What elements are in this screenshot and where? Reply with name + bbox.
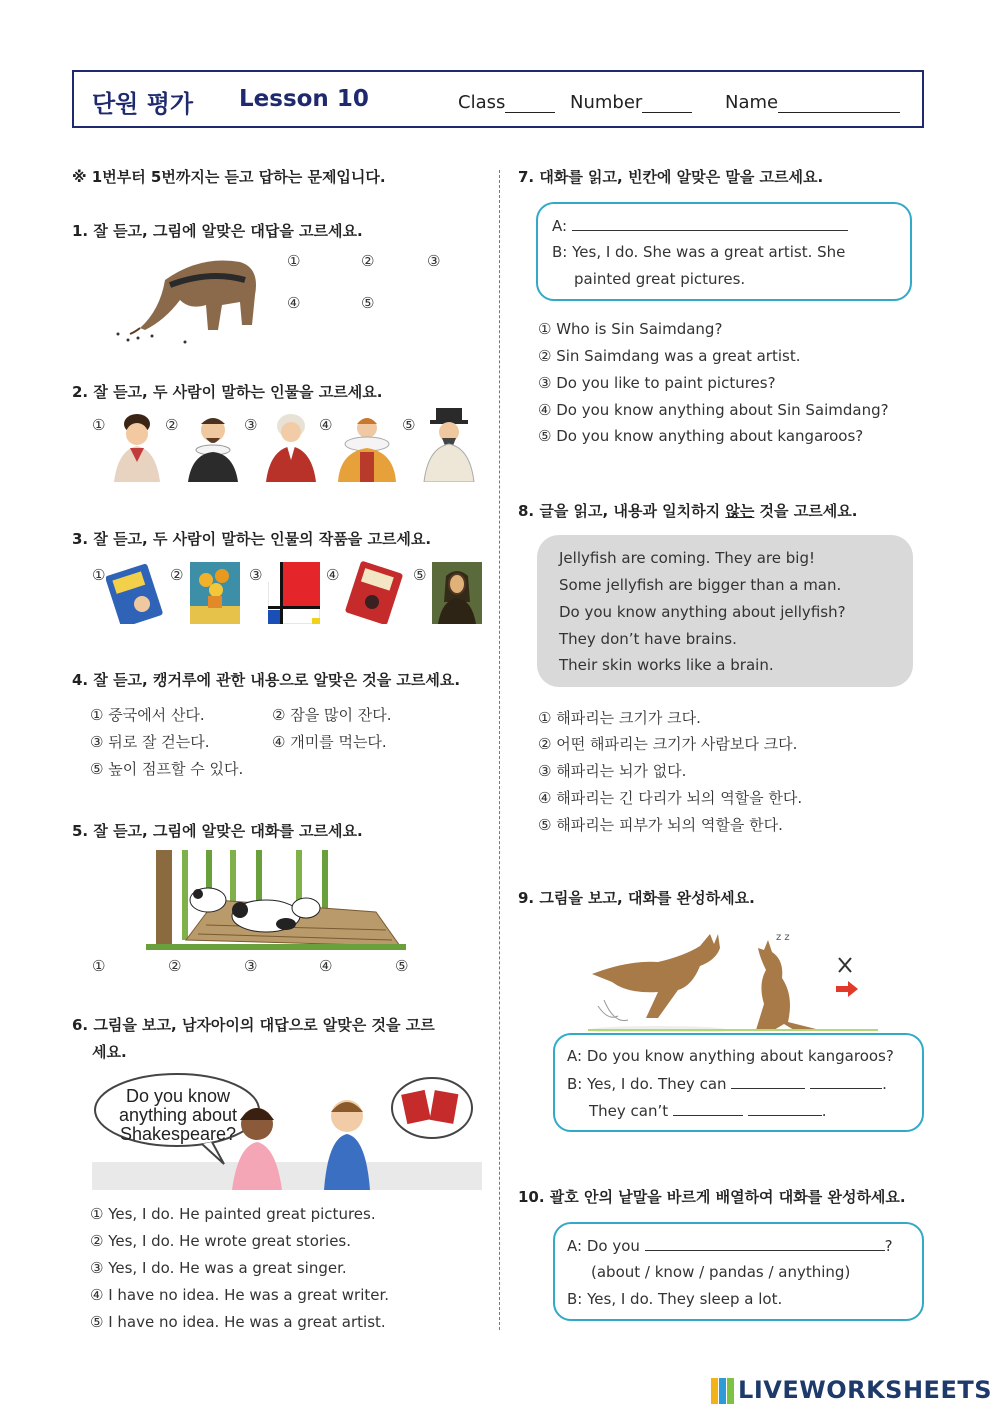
q8-option-5[interactable]: ⑤ 해파리는 피부가 뇌의 역할을 한다. bbox=[538, 816, 783, 834]
mona-lisa-painting bbox=[432, 562, 482, 624]
q3-option-5[interactable]: ⑤ bbox=[413, 566, 427, 584]
q6-option-4[interactable]: ④ I have no idea. He was a great writer. bbox=[90, 1286, 390, 1304]
q7-dialog-box bbox=[536, 202, 912, 301]
mondrian-painting bbox=[268, 562, 320, 624]
anteater-picture bbox=[110, 250, 260, 345]
q9-cant-blank-1[interactable] bbox=[673, 1101, 743, 1116]
q1-option-2[interactable]: ② bbox=[361, 252, 375, 270]
kangaroos-picture bbox=[588, 926, 878, 1032]
bubble-line-3: Shakespeare? bbox=[119, 1124, 237, 1144]
q8-option-2[interactable]: ② 어떤 해파리는 크기가 사람보다 크다. bbox=[538, 735, 798, 753]
q4-option-3[interactable]: ③ 뒤로 잘 걷는다. bbox=[90, 733, 210, 751]
q1-option-1[interactable]: ① bbox=[287, 252, 301, 270]
bubble-line-1: Do you know bbox=[125, 1086, 231, 1106]
q3-option-1[interactable]: ① bbox=[92, 566, 106, 584]
q8-underlined-word: 않는 bbox=[725, 502, 755, 520]
q10-dialog-box bbox=[553, 1222, 924, 1321]
q3-option-3[interactable]: ③ bbox=[249, 566, 263, 584]
q5-option-5[interactable]: ⑤ bbox=[395, 957, 409, 975]
q7-answer-blank[interactable] bbox=[572, 216, 848, 231]
q7-option-3[interactable]: ③ Do you like to paint pictures? bbox=[538, 374, 776, 392]
q5-option-2[interactable]: ② bbox=[168, 957, 182, 975]
korean-scholar-portrait bbox=[418, 404, 480, 482]
q1-text: 1. 잘 듣고, 그림에 알맞은 대답을 고르세요. bbox=[72, 222, 363, 240]
q1-option-3[interactable]: ③ bbox=[427, 252, 441, 270]
q5-text: 5. 잘 듣고, 그림에 알맞은 대화를 고르세요. bbox=[72, 822, 363, 840]
book-with-boy-picture bbox=[106, 562, 168, 624]
q3-text: 3. 잘 듣고, 두 사람이 말하는 인물의 작품을 고르세요. bbox=[72, 530, 432, 548]
q2-option-4[interactable]: ④ bbox=[319, 416, 333, 434]
q10-dialog-a: A: Do you ? bbox=[567, 1237, 893, 1255]
book-with-woman-picture bbox=[342, 560, 408, 624]
q9-dialog-b1: B: Yes, I do. They can . bbox=[567, 1075, 887, 1093]
bubble-line-2: anything about bbox=[118, 1105, 238, 1125]
q4-option-2[interactable]: ② 잠을 많이 잔다. bbox=[272, 706, 392, 724]
q7-option-1[interactable]: ① Who is Sin Saimdang? bbox=[538, 320, 723, 338]
q8-passage-line-4: They don’t have brains. bbox=[559, 630, 737, 648]
queen-elizabeth-portrait bbox=[334, 410, 400, 482]
class-label: Class bbox=[458, 92, 506, 113]
q6-option-3[interactable]: ③ Yes, I do. He was a great singer. bbox=[90, 1259, 347, 1277]
column-divider bbox=[499, 170, 500, 1330]
class-input-line[interactable] bbox=[505, 96, 555, 113]
q5-option-4[interactable]: ④ bbox=[319, 957, 333, 975]
q5-option-3[interactable]: ③ bbox=[244, 957, 258, 975]
q2-option-2[interactable]: ② bbox=[165, 416, 179, 434]
svg-text:z z: z z bbox=[776, 932, 790, 943]
q7-option-5[interactable]: ⑤ Do you know anything about kangaroos? bbox=[538, 427, 864, 445]
number-field bbox=[570, 92, 692, 113]
q7-option-4[interactable]: ④ Do you know anything about Sin Saimdang? bbox=[538, 401, 889, 419]
liveworksheets-icon bbox=[711, 1378, 735, 1404]
q9-can-blank-2[interactable] bbox=[810, 1074, 882, 1089]
q8-option-3[interactable]: ③ 해파리는 뇌가 없다. bbox=[538, 762, 687, 780]
q1-option-4[interactable]: ④ bbox=[287, 294, 301, 312]
q9-dialog-box bbox=[553, 1033, 924, 1132]
q10-word-hint: (about / know / pandas / anything) bbox=[591, 1263, 851, 1281]
mozart-portrait bbox=[262, 410, 320, 482]
q3-option-2[interactable]: ② bbox=[170, 566, 184, 584]
name-field bbox=[725, 92, 900, 113]
q8-passage-line-5: Their skin works like a brain. bbox=[559, 656, 774, 674]
q8-passage-box bbox=[537, 535, 913, 687]
class-field bbox=[458, 92, 555, 113]
q7-dialog-a: A: bbox=[552, 216, 848, 235]
q7-dialog-b2: painted great pictures. bbox=[574, 270, 746, 288]
q10-answer-blank[interactable] bbox=[645, 1236, 885, 1251]
q8-option-4[interactable]: ④ 해파리는 긴 다리가 뇌의 역할을 한다. bbox=[538, 789, 803, 807]
q4-option-4[interactable]: ④ 개미를 먹는다. bbox=[272, 733, 387, 751]
q9-dialog-b2: They can’t . bbox=[589, 1102, 827, 1120]
q7-dialog-b1: B: Yes, I do. She was a great artist. She bbox=[552, 243, 846, 261]
q5-option-1[interactable]: ① bbox=[92, 957, 106, 975]
q4-text: 4. 잘 듣고, 캥거루에 관한 내용으로 알맞은 것을 고르세요. bbox=[72, 671, 461, 689]
q6-text-line2: 세요. bbox=[92, 1043, 127, 1061]
lesson-title: Lesson 10 bbox=[239, 86, 369, 112]
pandas-sleeping-picture bbox=[146, 850, 406, 950]
number-label: Number bbox=[570, 92, 643, 113]
q9-dialog-a: A: Do you know anything about kangaroos? bbox=[567, 1047, 894, 1065]
q8-option-1[interactable]: ① 해파리는 크기가 크다. bbox=[538, 709, 701, 727]
q8-passage-line-3: Do you know anything about jellyfish? bbox=[559, 603, 846, 621]
q4-option-1[interactable]: ① 중국에서 산다. bbox=[90, 706, 205, 724]
name-input-line[interactable] bbox=[778, 96, 900, 113]
q10-dialog-b: B: Yes, I do. They sleep a lot. bbox=[567, 1290, 783, 1308]
q9-can-blank-1[interactable] bbox=[731, 1074, 805, 1089]
q7-option-2[interactable]: ② Sin Saimdang was a great artist. bbox=[538, 347, 801, 365]
liveworksheets-logo: LIVEWORKSHEETS bbox=[711, 1376, 992, 1404]
sunflowers-painting bbox=[190, 562, 240, 624]
q2-option-1[interactable]: ① bbox=[92, 416, 106, 434]
q6-text-line1: 6. 그림을 보고, 남자아이의 대답으로 알맞은 것을 고르 bbox=[72, 1016, 435, 1034]
name-label: Name bbox=[725, 92, 779, 113]
q10-text: 10. 괄호 안의 낱말을 바르게 배열하여 대화를 완성하세요. bbox=[518, 1188, 906, 1206]
q2-option-3[interactable]: ③ bbox=[244, 416, 258, 434]
shakespeare-portrait bbox=[182, 410, 244, 482]
q6-option-2[interactable]: ② Yes, I do. He wrote great stories. bbox=[90, 1232, 352, 1250]
q8-text: 8. 글을 읽고, 내용과 일치하지 않는 것을 고르세요. bbox=[518, 502, 858, 520]
speech-bubble-text bbox=[98, 1087, 258, 1144]
q8-passage-line-1: Jellyfish are coming. They are big! bbox=[559, 549, 815, 567]
q3-option-4[interactable]: ④ bbox=[326, 566, 340, 584]
header-box bbox=[72, 70, 924, 128]
q2-option-5[interactable]: ⑤ bbox=[402, 416, 416, 434]
number-input-line[interactable] bbox=[642, 96, 692, 113]
sin-saimdang-portrait bbox=[108, 410, 166, 482]
q6-option-5[interactable]: ⑤ I have no idea. He was a great artist. bbox=[90, 1313, 386, 1331]
q9-cant-blank-2[interactable] bbox=[748, 1101, 822, 1116]
q8-passage-line-2: Some jellyfish are bigger than a man. bbox=[559, 576, 842, 594]
unit-test-title: 단원 평가 bbox=[92, 90, 194, 118]
q6-option-1[interactable]: ① Yes, I do. He painted great pictures. bbox=[90, 1205, 376, 1223]
q2-text: 2. 잘 듣고, 두 사람이 말하는 인물을 고르세요. bbox=[72, 383, 383, 401]
listening-note: ※ 1번부터 5번까지는 듣고 답하는 문제입니다. bbox=[72, 168, 386, 186]
q1-option-5[interactable]: ⑤ bbox=[361, 294, 375, 312]
q9-text: 9. 그림을 보고, 대화를 완성하세요. bbox=[518, 889, 755, 907]
q4-option-5[interactable]: ⑤ 높이 점프할 수 있다. bbox=[90, 760, 244, 778]
q7-text: 7. 대화를 읽고, 빈칸에 알맞은 말을 고르세요. bbox=[518, 168, 824, 186]
